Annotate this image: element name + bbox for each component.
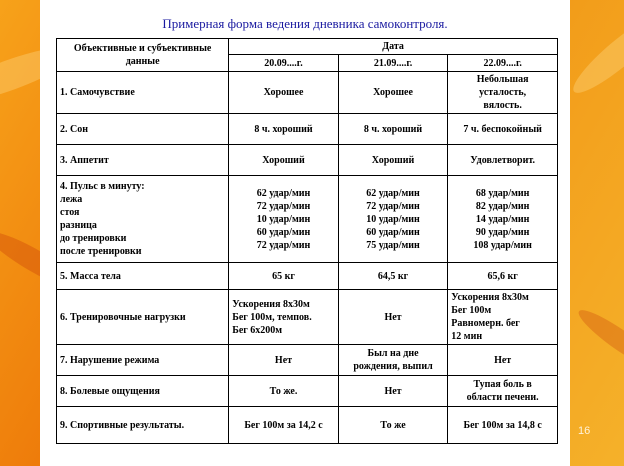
value-cell	[448, 407, 558, 444]
value-line: Тупая боль в	[473, 379, 532, 390]
param-cell	[57, 407, 229, 444]
value-line: Бег 100м за 14,2 с	[244, 419, 323, 431]
value-line: 14 удар/мин	[475, 213, 530, 225]
value-line: 60 удар/мин	[256, 226, 311, 238]
value-line: 72 удар/мин	[256, 200, 311, 212]
table-row	[57, 176, 558, 263]
value-line: Равномерн. бег	[451, 318, 520, 329]
value-line: Хороший	[371, 154, 415, 166]
value-cell	[448, 145, 558, 176]
param-column-header: Объективные и субъективные данные	[57, 39, 229, 72]
page-number: 16	[578, 425, 591, 437]
table-row	[57, 290, 558, 345]
value-line: Бег 100м, темпов.	[232, 311, 312, 323]
value-line: 68 удар/мин	[475, 187, 530, 199]
param-cell	[57, 72, 229, 114]
value-line: 10 удар/мин	[366, 213, 420, 225]
table-row	[57, 407, 558, 444]
param-label-line: 5. Масса тела	[60, 270, 121, 282]
value-cell	[448, 263, 558, 290]
value-line: 7 ч. беспокойный	[463, 123, 542, 135]
self-control-diary-table	[56, 38, 558, 444]
value-cell	[338, 376, 448, 407]
param-label-line: стоя	[60, 207, 80, 218]
value-cell	[338, 290, 448, 345]
value-line: 62 удар/мин	[256, 187, 311, 199]
value-cell	[229, 263, 339, 290]
date-cell: 22.09....г.	[448, 55, 558, 72]
param-label-line: 1. Самочувствие	[60, 87, 135, 98]
value-cell	[229, 345, 339, 376]
value-cell	[448, 176, 558, 263]
param-label-line: 4. Пульс в минуту:	[60, 181, 145, 192]
param-cell	[57, 345, 229, 376]
value-line: 10 удар/мин	[256, 213, 311, 225]
background-streak	[566, 4, 624, 101]
param-label-line: 7. Нарушение режима	[60, 354, 160, 366]
value-cell	[229, 376, 339, 407]
value-line: 8 ч. хороший	[254, 123, 313, 135]
value-cell	[448, 376, 558, 407]
param-cell	[57, 376, 229, 407]
value-line: Был на дне	[367, 348, 419, 359]
value-cell	[338, 72, 448, 114]
value-cell	[448, 114, 558, 145]
value-line: 8 ч. хороший	[363, 123, 423, 135]
value-line: 12 мин	[451, 331, 483, 342]
value-cell	[338, 145, 448, 176]
date-column-header: Дата	[229, 39, 558, 55]
value-cell	[229, 145, 339, 176]
value-line: Удовлетворит.	[470, 154, 536, 166]
slide-title: Примерная форма ведения дневника самоконтроля.	[162, 16, 448, 31]
value-line: Нет	[274, 354, 293, 366]
value-line: Хороший	[262, 154, 305, 166]
table-row	[57, 72, 558, 114]
value-cell	[448, 345, 558, 376]
value-cell	[229, 290, 339, 345]
param-cell	[57, 145, 229, 176]
slide-page	[40, 0, 570, 466]
param-label-line: разница	[60, 220, 97, 231]
value-line: Хорошее	[373, 87, 413, 98]
value-cell	[338, 407, 448, 444]
value-line: Нет	[384, 311, 402, 323]
value-line: 72 удар/мин	[256, 239, 311, 251]
param-cell	[57, 176, 229, 263]
value-line: 65 кг	[272, 270, 295, 282]
value-line: Бег 100м за 14,8 с	[463, 419, 542, 431]
table-row	[57, 145, 558, 176]
param-label-line: 9. Спортивные результаты.	[60, 419, 185, 431]
value-cell	[338, 345, 448, 376]
value-cell	[338, 263, 448, 290]
date-cell: 21.09....г.	[338, 55, 448, 72]
param-cell	[57, 114, 229, 145]
value-line: 75 удар/мин	[366, 239, 420, 251]
value-line: 90 удар/мин	[475, 226, 530, 238]
value-cell	[229, 114, 339, 145]
value-cell	[229, 176, 339, 263]
value-line: рождения, выпил	[353, 361, 433, 372]
value-cell	[448, 72, 558, 114]
param-cell	[57, 290, 229, 345]
value-line: Хорошее	[263, 87, 304, 98]
background-streak	[573, 303, 624, 377]
table-row	[57, 345, 558, 376]
value-line: 72 удар/мин	[366, 200, 420, 212]
value-line: области печени.	[466, 392, 539, 403]
value-line: 82 удар/мин	[475, 200, 530, 212]
value-line: То же.	[269, 385, 298, 397]
table-row	[57, 376, 558, 407]
value-cell	[448, 290, 558, 345]
param-label-line: до тренировки	[60, 233, 127, 244]
value-cell	[338, 176, 448, 263]
table-header-row	[57, 39, 558, 55]
param-label-line: 6. Тренировочные нагрузки	[60, 311, 186, 323]
value-line: вялость.	[483, 100, 522, 111]
table-row	[57, 263, 558, 290]
value-cell	[338, 114, 448, 145]
date-cell: 20.09....г.	[229, 55, 339, 72]
param-cell	[57, 263, 229, 290]
value-line: Нет	[494, 354, 512, 366]
param-label-line: лежа	[60, 194, 83, 205]
param-label-line: 2. Сон	[60, 123, 88, 135]
table-row	[57, 114, 558, 145]
param-label-line: 8. Болевые ощущения	[60, 385, 160, 397]
value-line: Ускорения 8х30м	[451, 292, 529, 303]
value-line: Нет	[384, 385, 402, 397]
param-label-line: после тренировки	[60, 246, 142, 257]
value-line: Бег 100м	[451, 305, 492, 316]
value-line: 62 удар/мин	[366, 187, 420, 199]
value-line: 60 удар/мин	[366, 226, 420, 238]
value-cell	[229, 72, 339, 114]
value-line: Небольшая	[476, 74, 529, 85]
value-line: Бег 6х200м	[232, 324, 283, 336]
value-line: 64,5 кг	[377, 270, 409, 282]
value-line: Ускорения 8х30м	[232, 298, 310, 310]
value-line: То же	[380, 419, 406, 431]
value-cell	[229, 407, 339, 444]
value-line: 108 удар/мин	[473, 239, 532, 251]
value-line: усталость,	[479, 87, 527, 98]
param-label-line: 3. Аппетит	[60, 154, 109, 166]
value-line: 65,6 кг	[487, 270, 518, 282]
